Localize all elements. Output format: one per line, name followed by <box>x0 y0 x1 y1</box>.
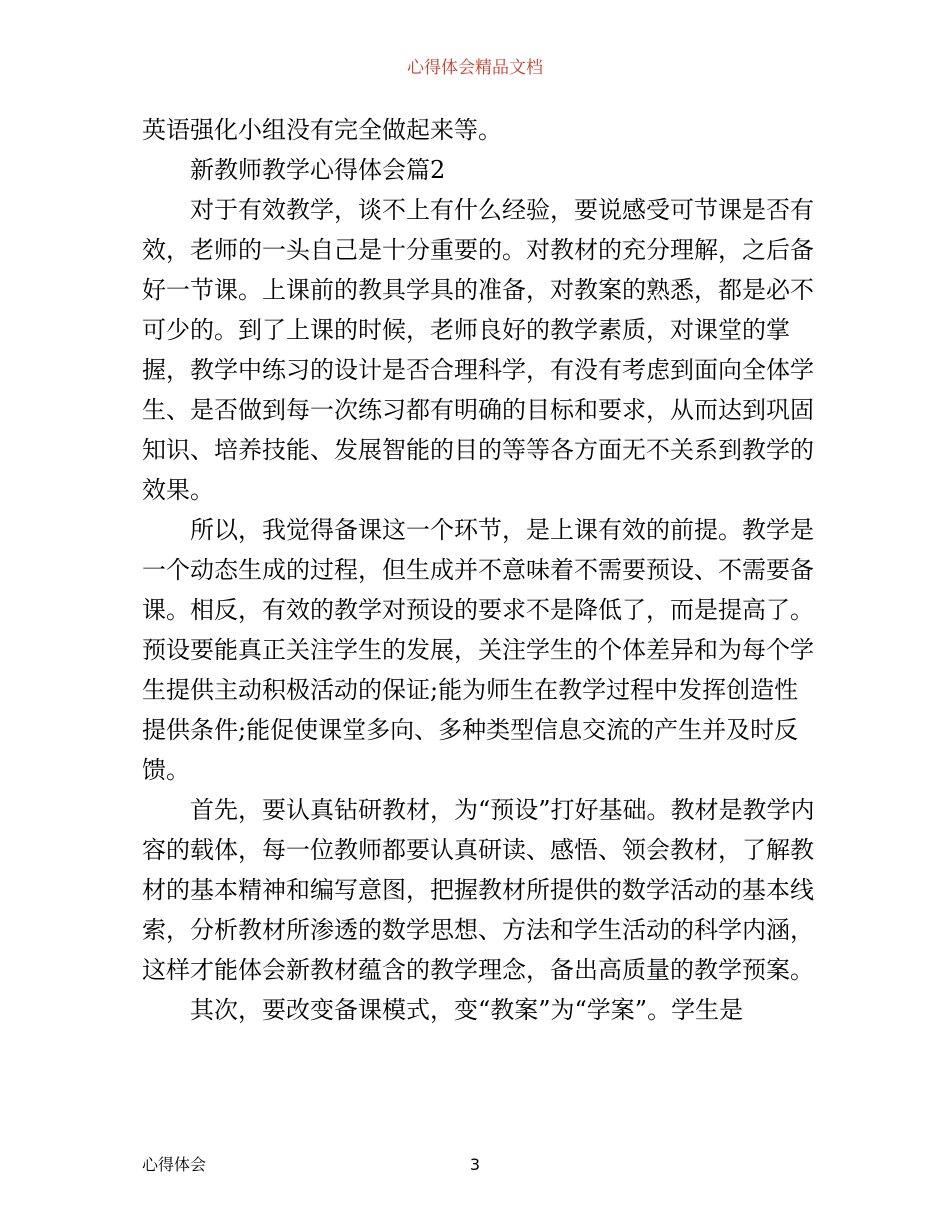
paragraph: 所以，我觉得备课这一个环节，是上课有效的前提。教学是一个动态生成的过程，但生成并不意味着不需要预设、不需要备课。相反，有效的教学对预设的要求不是降低了，而是提高了。预设要能真正关注学生的发展，关注学生的个体差异和为每个学生提供主动积极活动的保证;能为师生在教学过程中发挥创造性提供条件;能促使课堂多向、多种类型信息交流的产生并及时反馈。 <box>142 516 814 784</box>
paragraph-continuation: 英语强化小组没有完全做起来等。 <box>142 116 502 144</box>
page-header-title: 心得体会精品文档 <box>407 58 543 78</box>
page-number: 3 <box>469 1155 481 1174</box>
section-heading: 新教师教学心得体会篇2 <box>190 156 446 184</box>
paragraph: 对于有效教学，谈不上有什么经验，要说感受可节课是否有效，老师的一头自己是十分重要的。对教材的充分理解，之后备好一节课。上课前的教具学具的准备，对教案的熟悉，都是必不可少的。到了上课的时候，老师良好的教学素质，对课堂的掌握，教学中练习的设计是否合理科学，有没有考虑到面向全体学生、是否做到每一次练习都有明确的目标和要求，从而达到巩固知识、培养技能、发展智能的目的等等各方面无不关系到教学的效果。 <box>142 196 814 504</box>
paragraph: 其次，要改变备课模式，变“教案”为“学案”。学生是 <box>190 996 744 1024</box>
footer-label: 心得体会 <box>142 1155 207 1174</box>
document-body <box>142 110 818 1030</box>
paragraph: 首先，要认真钻研教材，为“预设”打好基础。教材是教学内容的载体，每一位教师都要认真研读、感悟、领会教材，了解教材的基本精神和编写意图，把握教材所提供的数学活动的基本线索，分析教材所渗透的数学思想、方法和学生活动的科学内涵，这样才能体会新教材蕴含的教学理念，备出高质量的教学预案。 <box>142 796 815 984</box>
